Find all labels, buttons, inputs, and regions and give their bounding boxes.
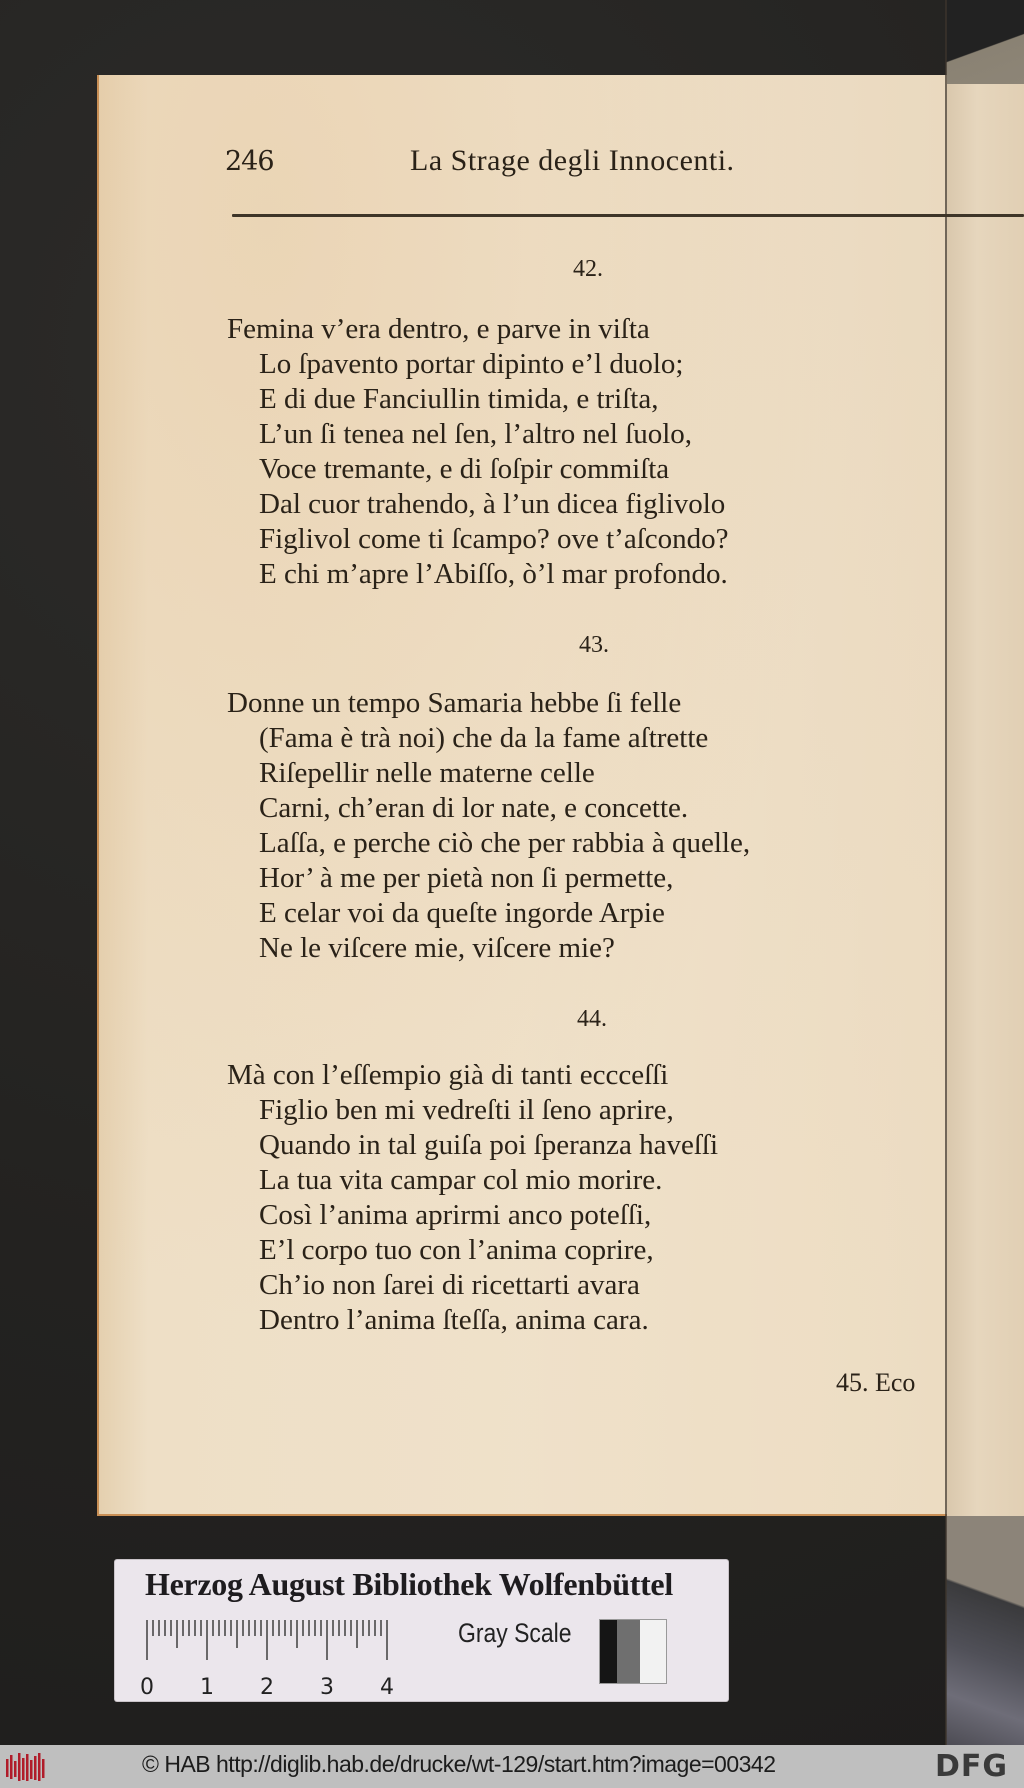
verse-line: Ch’io non ſarei di ricettarti avara — [259, 1269, 640, 1301]
ruler-label: 3 — [320, 1675, 334, 1700]
stanza-number: 42. — [573, 256, 603, 282]
verse-line: E chi m’apre l’Abiſſo, ò’l mar profondo. — [259, 558, 728, 590]
verse-line: Voce tremante, e di ſoſpir commiſta — [259, 453, 670, 485]
verse-line: Quando in tal guiſa poi ſperanza haveſſi — [259, 1129, 719, 1161]
verse-line: Donne un tempo Samaria hebbe ſi felle — [227, 687, 682, 719]
ruler-label: 4 — [380, 1675, 394, 1700]
verse-line: Riſepellir nelle materne celle — [259, 757, 595, 789]
swatch-gray — [617, 1620, 640, 1683]
verse-line: Figlivol come ti ſcampo? ove t’aſcondo? — [259, 523, 729, 555]
ruler-label: 0 — [140, 1675, 154, 1700]
ruler — [140, 1618, 395, 1700]
verse-line: E celar voi da queſte ingorde Arpie — [259, 897, 665, 929]
hab-logo-icon — [5, 1751, 47, 1783]
ruler-label: 2 — [260, 1675, 274, 1700]
ruler-label: 1 — [200, 1675, 214, 1700]
verse-line: Così l’anima aprirmi anco poteſſi, — [259, 1199, 652, 1231]
verse-line: Figlio ben mi vedreſti il ſeno aprire, — [259, 1094, 674, 1126]
stanza-number: 43. — [579, 632, 609, 658]
dfg-logo: DFG — [935, 1749, 1009, 1784]
stanza-number: 44. — [577, 1006, 607, 1032]
verse-line: E di due Fanciullin timida, e triſta, — [259, 383, 659, 415]
stanza-43 — [227, 686, 750, 966]
ruler-ticks-icon — [145, 1618, 395, 1674]
verse-line: E’l corpo tuo con l’anima coprire, — [259, 1234, 654, 1266]
facing-page-edge — [946, 84, 1024, 1516]
verse-line: Mà con l’eſſempio già di tanti eccceſſi — [227, 1059, 669, 1091]
verse-line: Carni, ch’eran di lor nate, e concette. — [259, 792, 689, 824]
running-title: La Strage degli Innocenti. — [410, 144, 735, 177]
facing-page-shadow — [946, 0, 1024, 84]
swatch-black — [600, 1620, 617, 1683]
gray-scale-swatches — [600, 1620, 666, 1683]
catchword: 45. Eco — [836, 1368, 916, 1397]
facing-page-shadow-bottom — [946, 1516, 1024, 1745]
verse-line: Laſſa, e perche ciò che per rabbia à quelle, — [259, 827, 751, 859]
footer-link[interactable]: © HAB http://diglib.hab.de/drucke/wt-129/start.htm?image=00342 — [142, 1751, 776, 1777]
verse-line: Lo ſpavento portar dipinto e’l duolo; — [259, 348, 684, 380]
verse-line: Hor’ à me per pietà non ſi permette, — [259, 862, 674, 894]
swatch-white — [640, 1620, 666, 1683]
verse-line: La tua vita campar col mio morire. — [259, 1164, 663, 1196]
stanza-44 — [227, 1058, 718, 1338]
verse-line: L’un ſi tenea nel ſen, l’altro nel ſuolo, — [259, 418, 693, 450]
gutter-line — [945, 0, 947, 1745]
verse-line: Ne le viſcere mie, viſcere mie? — [259, 932, 615, 964]
header-rule — [232, 214, 1024, 217]
footer-bar — [0, 1745, 1024, 1788]
color-calibration-card — [115, 1560, 728, 1701]
verse-line: Dentro l’anima ſteſſa, anima cara. — [259, 1304, 649, 1336]
gray-scale-label: Gray Scale — [458, 1618, 572, 1648]
page-number: 246 — [225, 146, 274, 177]
verse-line: (Fama è trà noi) che da la fame aſtrette — [259, 722, 709, 754]
verse-line: Dal cuor trahendo, à l’un dicea figlivolo — [259, 488, 726, 520]
institution-name: Herzog August Bibliothek Wolfenbüttel — [145, 1566, 673, 1602]
running-head — [225, 144, 945, 184]
stanza-42 — [227, 312, 729, 592]
verse-line: Femina v’era dentro, e parve in viſta — [227, 313, 650, 345]
